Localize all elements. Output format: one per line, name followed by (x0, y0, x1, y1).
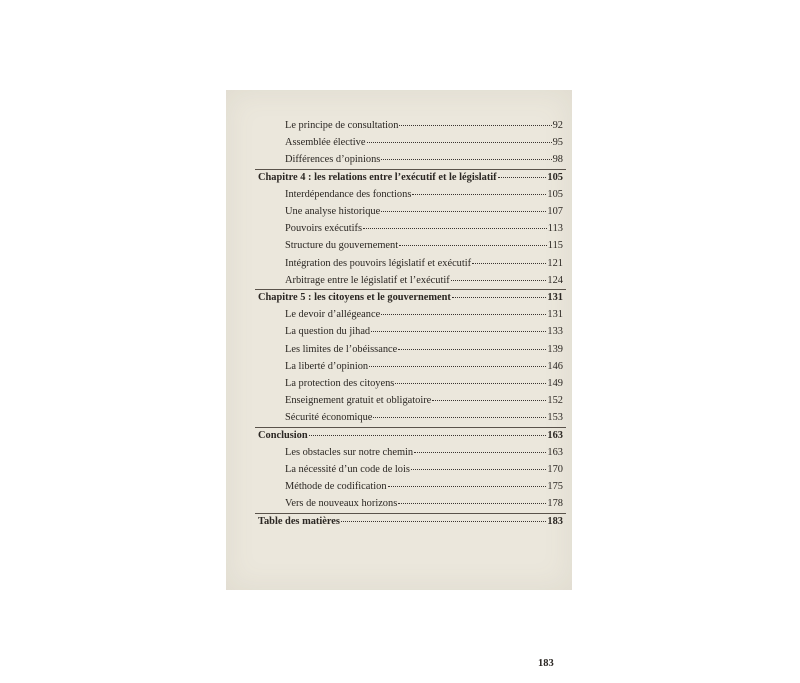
dot-leader (412, 193, 546, 195)
entry-title: Méthode de codification (285, 481, 387, 493)
dot-leader (451, 279, 547, 281)
dot-leader (388, 485, 547, 487)
entry-title: Assemblée élective (285, 137, 366, 149)
page-number: 183 (538, 658, 554, 669)
entry-title: Les limites de l’obéissance (285, 343, 398, 355)
entry-page-number: 131 (547, 309, 563, 321)
entry-title: Les obstacles sur notre chemin (285, 446, 414, 458)
entry-title: Une analyse historique (285, 206, 381, 217)
entry-page-number: 133 (547, 326, 563, 338)
dot-leader (373, 416, 546, 418)
toc-section-entry (285, 119, 563, 132)
entry-title: Conclusion (258, 429, 308, 441)
entry-title: Enseignement gratuit et obligatoire (285, 395, 432, 407)
entry-title: Le devoir d’allégeance (285, 309, 381, 321)
dot-leader (381, 210, 546, 212)
dot-leader (367, 141, 552, 143)
dot-leader (381, 313, 546, 315)
toc-chapter-entry (258, 171, 563, 184)
book-page (226, 90, 572, 669)
section-divider (255, 289, 566, 290)
entry-title: La liberté d’opinion (285, 360, 369, 372)
entry-title: La protection des citoyens (285, 378, 395, 389)
dot-leader (452, 296, 547, 298)
toc-chapter-entry (258, 515, 563, 528)
entry-page-number: 175 (547, 481, 563, 493)
entry-page-number: 163 (547, 429, 563, 441)
entry-title: Pouvoirs exécutifs (285, 223, 363, 235)
entry-page-number: 146 (547, 360, 563, 372)
toc-section-entry (285, 360, 563, 373)
dot-leader (432, 399, 546, 401)
entry-page-number: 178 (547, 498, 563, 510)
entry-title: Le principe de consultation (285, 120, 399, 131)
entry-title: Chapitre 5 : les citoyens et le gouvernement (258, 292, 451, 303)
entry-title: Structure du gouvernement (285, 240, 399, 252)
entry-page-number: 163 (547, 446, 563, 458)
entry-page-number: 95 (552, 137, 563, 149)
toc-section-entry (285, 394, 563, 407)
dot-leader (381, 158, 551, 160)
dot-leader (399, 244, 547, 246)
entry-title: Arbitrage entre le législatif et l’exécutif (285, 274, 450, 286)
toc-section-entry (285, 257, 563, 270)
toc-section-entry (285, 188, 563, 201)
dot-leader (395, 382, 546, 384)
dot-leader (398, 348, 546, 350)
entry-page-number: 183 (547, 515, 563, 527)
entry-title: Sécurité économique (285, 412, 373, 424)
toc-section-entry (285, 480, 563, 493)
toc-section-entry (285, 136, 563, 149)
entry-page-number: 105 (547, 171, 563, 183)
entry-page-number: 113 (547, 223, 563, 235)
entry-page-number: 152 (547, 395, 563, 407)
toc-section-entry (285, 446, 563, 459)
toc-section-entry (285, 205, 563, 218)
table-of-contents (226, 90, 572, 590)
dot-leader (472, 262, 546, 264)
toc-section-entry (285, 325, 563, 338)
entry-page-number: 115 (547, 240, 563, 252)
entry-title: Table des matières (258, 515, 340, 527)
entry-page-number: 131 (547, 292, 563, 303)
entry-page-number: 121 (547, 257, 563, 269)
section-divider (255, 513, 566, 514)
entry-title: Chapitre 4 : les relations entre l’exécutif et le législatif (258, 171, 497, 183)
entry-page-number: 107 (547, 206, 563, 217)
section-divider (255, 169, 566, 170)
entry-title: Vers de nouveaux horizons (285, 498, 398, 510)
toc-section-entry (285, 239, 563, 252)
entry-title: Interdépendance des fonctions (285, 188, 412, 200)
entry-page-number: 153 (547, 412, 563, 424)
entry-title: La nécessité d’un code de lois (285, 464, 410, 475)
dot-leader (414, 451, 546, 453)
entry-page-number: 170 (547, 464, 563, 475)
entry-title: Différences d’opinions (285, 154, 381, 166)
section-divider (255, 427, 566, 428)
entry-page-number: 139 (547, 343, 563, 355)
toc-section-entry (285, 463, 563, 476)
toc-section-entry (285, 497, 563, 510)
toc-section-entry (285, 411, 563, 424)
dot-leader (498, 176, 547, 178)
entry-page-number: 105 (547, 188, 563, 200)
entry-page-number: 92 (552, 120, 563, 131)
dot-leader (398, 502, 546, 504)
entry-page-number: 98 (552, 154, 563, 166)
dot-leader (369, 365, 546, 367)
dot-leader (371, 330, 546, 332)
toc-section-entry (285, 377, 563, 390)
toc-section-entry (285, 308, 563, 321)
entry-page-number: 149 (547, 378, 563, 389)
entry-title: La question du jihad (285, 326, 371, 338)
dot-leader (399, 124, 551, 126)
toc-chapter-entry (258, 291, 563, 304)
toc-section-entry (285, 274, 563, 287)
entry-title: Intégration des pouvoirs législatif et exécutif (285, 257, 472, 269)
toc-section-entry (285, 343, 563, 356)
dot-leader (363, 227, 547, 229)
dot-leader (341, 520, 546, 522)
toc-section-entry (285, 153, 563, 166)
entry-page-number: 124 (547, 274, 563, 286)
dot-leader (309, 434, 547, 436)
toc-chapter-entry (258, 429, 563, 442)
dot-leader (411, 468, 546, 470)
toc-section-entry (285, 222, 563, 235)
